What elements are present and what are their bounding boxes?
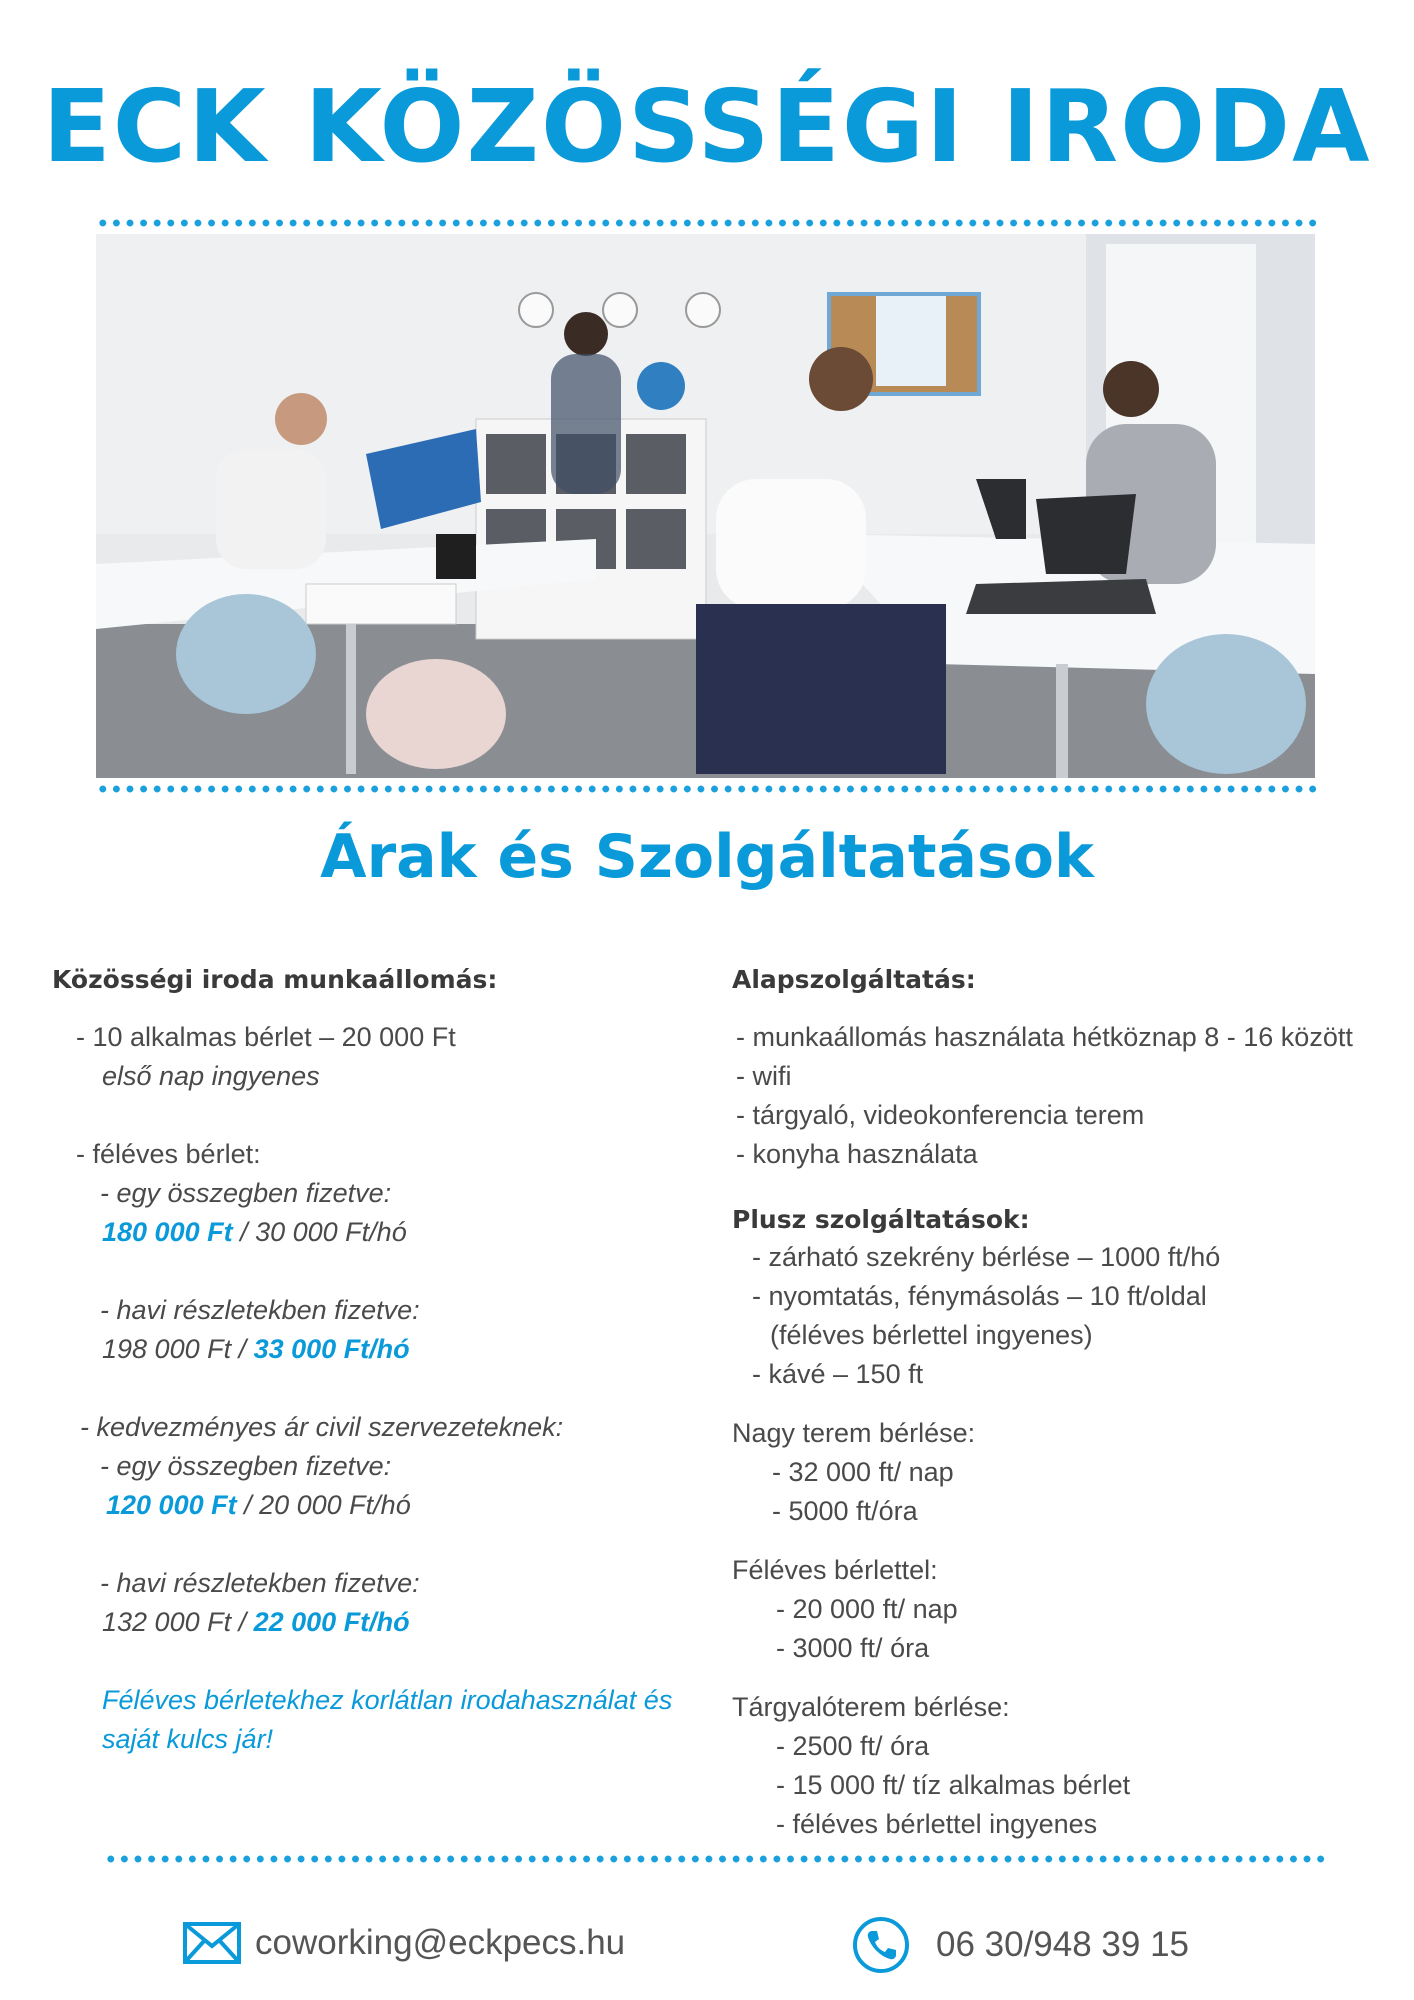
basic-item: - munkaállomás használata hétköznap 8 - 16 között: [736, 1022, 1353, 1052]
phone-icon: [852, 1916, 910, 1974]
price-line-4: [52, 1603, 702, 1642]
plus-item: - zárható szekrény bérlése – 1000 ft/hó: [752, 1242, 1221, 1272]
meeting-room-item: - 15 000 ft/ tíz alkalmas bérlet: [776, 1770, 1131, 1800]
hall-item: - 32 000 ft/ nap: [772, 1457, 954, 1487]
basic-item: - wifi: [736, 1061, 792, 1091]
price-1-rest: / 30 000 Ft/hó: [232, 1217, 407, 1247]
dotted-divider-top: [96, 219, 1320, 227]
one-sum-label: - egy összegben fizetve:: [100, 1178, 392, 1208]
civil-discount-item: - kedvezményes ár civil szervezeteknek:: [80, 1412, 564, 1442]
price-1-highlight: 180 000 Ft: [102, 1217, 233, 1247]
price-line-2: [52, 1330, 702, 1369]
price-line-1: [52, 1213, 702, 1252]
price-3-highlight: 120 000 Ft: [106, 1490, 237, 1520]
services-column: [732, 960, 1392, 1844]
basic-item: - konyha használata: [736, 1139, 978, 1169]
page-title: ECK KÖZÖSSÉGI IRODA: [42, 68, 1372, 185]
meeting-room-item: - féléves bérlettel ingyenes: [776, 1809, 1098, 1839]
plus-item: - kávé – 150 ft: [752, 1359, 924, 1389]
one-sum-label-2: - egy összegben fizetve:: [100, 1451, 392, 1481]
price-4-highlight: 22 000 Ft/hó: [253, 1607, 410, 1637]
semester-note-line-2: saját kulcs jár!: [102, 1724, 274, 1754]
phone-contact[interactable]: [852, 1916, 1189, 1974]
first-day-note: első nap ingyenes: [102, 1061, 320, 1091]
basic-item: - tárgyaló, videokonferencia terem: [736, 1100, 1145, 1130]
monthly-label-2: - havi részletekben fizetve:: [100, 1568, 420, 1598]
semester-note-line-1: Féléves bérletekhez korlátlan irodahasználat és: [102, 1685, 673, 1715]
price-line-3: [52, 1486, 702, 1525]
workstation-column: [52, 960, 702, 1759]
envelope-icon: [183, 1922, 241, 1964]
hall-rental-heading: Nagy terem bérlése:: [732, 1418, 976, 1448]
hall-item: - 5000 ft/óra: [772, 1496, 918, 1526]
workstation-heading: Közösségi iroda munkaállomás:: [52, 965, 498, 994]
section-title: Árak és Szolgáltatások: [320, 822, 1094, 892]
price-2-rest: 198 000 Ft /: [102, 1334, 254, 1364]
email-text[interactable]: coworking@eckpecs.hu: [255, 1923, 626, 1962]
meeting-room-item: - 2500 ft/ óra: [776, 1731, 930, 1761]
dotted-divider-bottom: [104, 1855, 1328, 1863]
price-2-highlight: 33 000 Ft/hó: [253, 1334, 410, 1364]
semester-pass-item: - féléves bérlet:: [76, 1139, 261, 1169]
meeting-room-heading: Tárgyalóterem bérlése:: [732, 1692, 1010, 1722]
phone-text[interactable]: 06 30/948 39 15: [936, 1925, 1190, 1964]
monthly-label: - havi részletekben fizetve:: [100, 1295, 420, 1325]
ten-pass-item: - 10 alkalmas bérlet – 20 000 Ft: [76, 1022, 456, 1052]
semester-rate-item: - 20 000 ft/ nap: [776, 1594, 958, 1624]
semester-rate-heading: Féléves bérlettel:: [732, 1555, 938, 1585]
price-3-rest: / 20 000 Ft/hó: [236, 1490, 411, 1520]
plus-services-heading: Plusz szolgáltatások:: [732, 1205, 1030, 1234]
price-4-rest: 132 000 Ft /: [102, 1607, 254, 1637]
plus-item: - nyomtatás, fénymásolás – 10 ft/oldal: [752, 1281, 1207, 1311]
email-contact[interactable]: [183, 1922, 625, 1964]
basic-services-heading: Alapszolgáltatás:: [732, 965, 976, 994]
plus-item-note: (féléves bérlettel ingyenes): [770, 1320, 1093, 1350]
office-photo: [96, 234, 1315, 778]
semester-rate-item: - 3000 ft/ óra: [776, 1633, 930, 1663]
dotted-divider-photo: [96, 785, 1320, 793]
